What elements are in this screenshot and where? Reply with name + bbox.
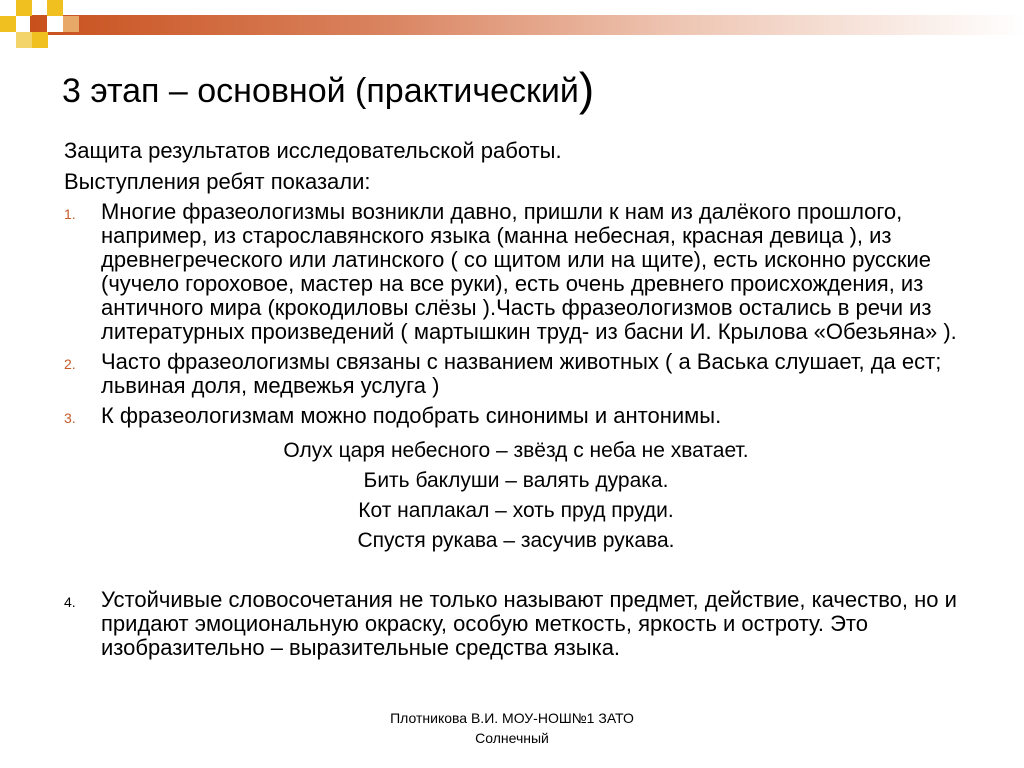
footer-line: Плотникова В.И. МОУ-НОШ№1 ЗАТО (390, 710, 634, 726)
decor-square (16, 0, 32, 16)
slide-title (62, 63, 595, 115)
example-line: Олух царя небесного – звёзд с неба не хватает. (283, 439, 749, 462)
list-item-number: 2. (64, 356, 76, 372)
footer-credit (312, 708, 712, 748)
list-item-text: Часто фразеологизмы связаны с названием животных ( а Васька слушает, да ест; львиная доля, медвежья услуга ) (101, 349, 942, 398)
footer-line: Солнечный (475, 730, 549, 746)
intro-line: Выступления ребят показали: (64, 169, 371, 194)
decor-square (47, 16, 63, 32)
intro-line: Защита результатов исследовательской работы. (64, 138, 562, 163)
slide-content (64, 137, 964, 666)
decor-square (47, 0, 63, 16)
example-line: Бить баклуши – валять дурака. (363, 469, 669, 492)
decor-square (0, 16, 16, 32)
list-item-number: 4. (64, 594, 76, 610)
decor-square (32, 32, 48, 48)
spacer (64, 556, 964, 588)
list-item-text: Многие фразеологизмы возникли давно, пришли к нам из далёкого прошлого, например, из старославянского языка (манна небесная, красная девица ), из древнегреческого или латинского ( со щитом или на щите), есть исконно русские (чучело гороховое, мастер на все руки), есть очень древнего происхождения, из античного мира (крокодиловы слёзы ).Часть фразеологизмов остались в речи из литературных произведений ( мартышкин труд- из басни И. Крылова «Обезьяна» ). (101, 199, 957, 344)
slide-title-text: 3 этап – основной (практический (62, 72, 579, 110)
list-item (64, 200, 964, 344)
decor-square (63, 16, 79, 32)
list-item-text: Устойчивые словосочетания не только называют предмет, действие, качество, но и придают эмоциональную окраску, особую меткость, яркость и остроту. Это изобразительно – выразительные средства языка. (101, 587, 957, 660)
list-item (64, 588, 964, 660)
list-item (64, 350, 964, 398)
header-decoration-bar (30, 15, 1024, 35)
decor-square (16, 32, 32, 48)
examples-block (64, 436, 968, 556)
list-item-number: 3. (64, 410, 76, 426)
list-item-text: К фразеологизмам можно подобрать синонимы и антонимы. (101, 403, 722, 428)
example-line: Кот наплакал – хоть пруд пруди. (358, 499, 674, 522)
list-item (64, 404, 964, 430)
list-item-number: 1. (64, 206, 76, 222)
example-line: Спустя рукава – засучив рукава. (357, 529, 675, 552)
slide-title-close-paren: ) (578, 63, 595, 115)
